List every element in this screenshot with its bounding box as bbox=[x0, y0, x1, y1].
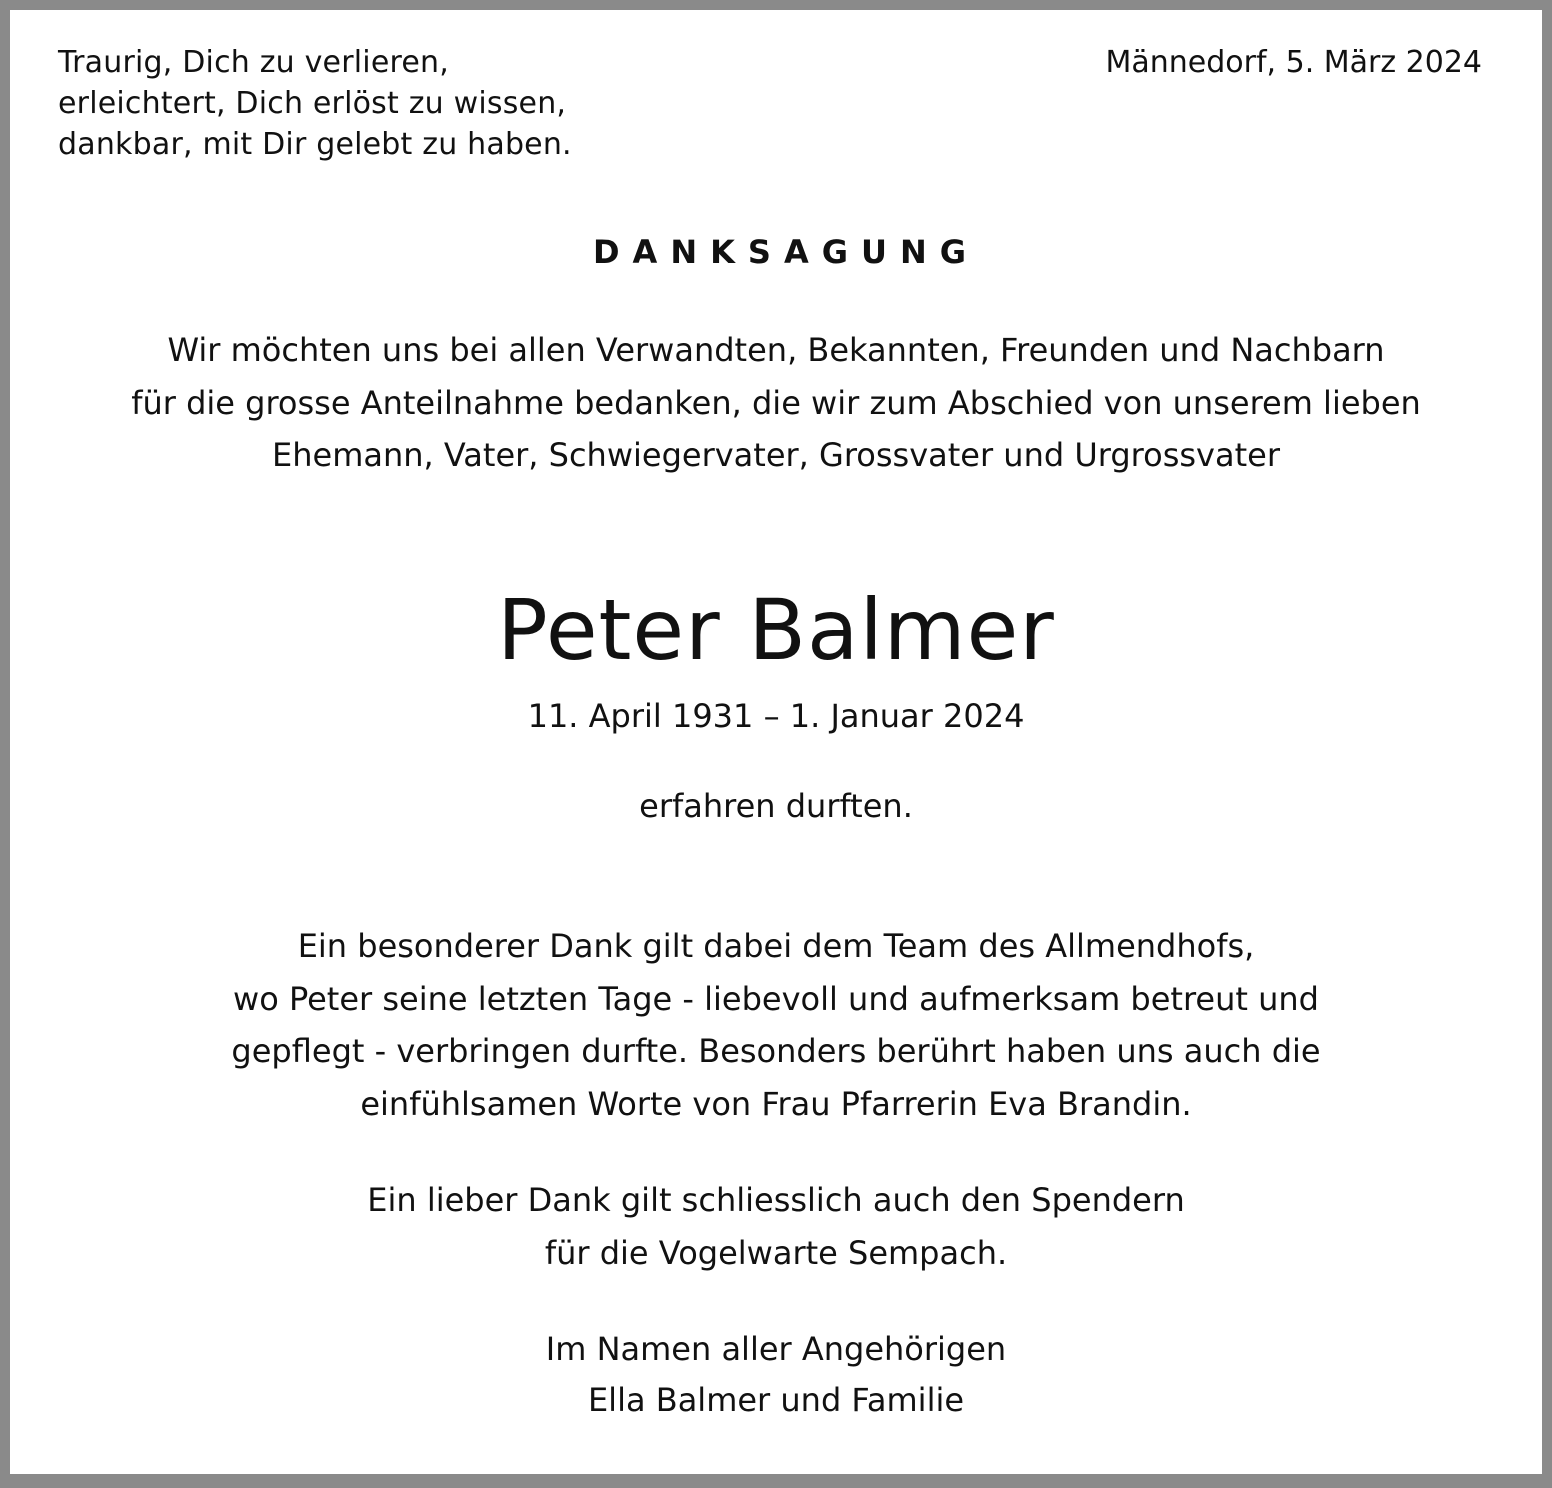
motto-line: erleichtert, Dich erlöst zu wissen, bbox=[58, 86, 567, 121]
deceased-name: Peter Balmer bbox=[497, 581, 1055, 679]
special-thanks-line: wo Peter seine letzten Tage - liebevoll und aufmerksam betreut und bbox=[233, 979, 1319, 1018]
special-thanks-line: gepflegt - verbringen durfte. Besonders berührt haben uns auch die bbox=[231, 1032, 1321, 1070]
donors-line: Ein lieber Dank gilt schliesslich auch den Spendern bbox=[367, 1181, 1185, 1219]
special-thanks-line: einfühlsamen Worte von Frau Pfarrerin Eva Brandin. bbox=[360, 1084, 1192, 1123]
signature-line: Im Namen aller Angehörigen bbox=[545, 1330, 1007, 1368]
signature-block bbox=[0, 1324, 1552, 1426]
motto-line: Traurig, Dich zu verlieren, bbox=[58, 45, 449, 80]
intro-line: Wir möchten uns bei allen Verwandten, Bekannten, Freunden und Nachbarn bbox=[167, 331, 1385, 369]
donors-line: für die Vogelwarte Sempach. bbox=[544, 1233, 1008, 1272]
motto-verse bbox=[58, 42, 572, 165]
donors-paragraph bbox=[0, 1174, 1552, 1279]
motto-line: dankbar, mit Dir gelebt zu haben. bbox=[58, 127, 572, 162]
intro-paragraph bbox=[0, 324, 1552, 482]
place-date: Männedorf, 5. März 2024 bbox=[1105, 45, 1482, 80]
signature-line: Ella Balmer und Familie bbox=[587, 1381, 965, 1419]
experienced-line: erfahren durften. bbox=[639, 787, 913, 825]
intro-line: Ehemann, Vater, Schwiegervater, Grossvater und Urgrossvater bbox=[272, 436, 1280, 474]
special-thanks-line: Ein besonderer Dank gilt dabei dem Team des Allmendhofs, bbox=[297, 927, 1255, 965]
special-thanks-paragraph bbox=[0, 920, 1552, 1130]
intro-line: für die grosse Anteilnahme bedanken, die wir zum Abschied von unserem lieben bbox=[131, 383, 1421, 422]
heading-title: DANKSAGUNG bbox=[592, 233, 979, 271]
life-dates: 11. April 1931 – 1. Januar 2024 bbox=[527, 697, 1025, 735]
